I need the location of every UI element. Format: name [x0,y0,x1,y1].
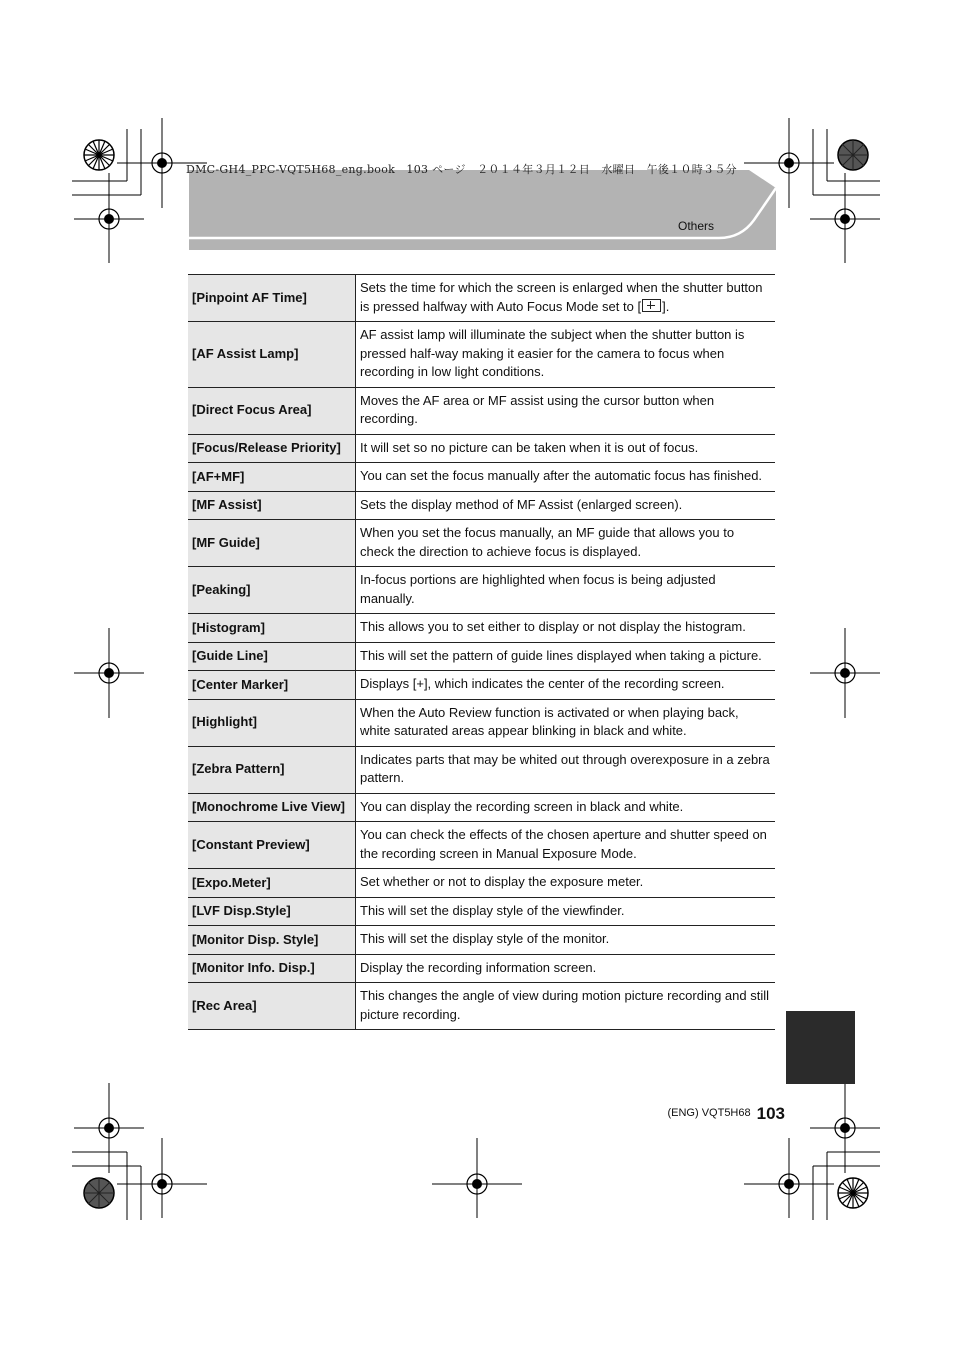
setting-name: [MF Assist] [188,491,356,520]
table-row [188,567,775,614]
table-row [188,954,775,983]
setting-name: [Pinpoint AF Time] [188,275,356,322]
table-row [188,793,775,822]
setting-name: [Focus/Release Priority] [188,434,356,463]
setting-description: This will set the pattern of guide lines displayed when taking a picture. [356,642,776,671]
setting-name: [AF+MF] [188,463,356,492]
table-row [188,746,775,793]
setting-description: Display the recording information screen. [356,954,776,983]
settings-table [188,274,775,1030]
table-row [188,671,775,700]
setting-name: [Expo.Meter] [188,869,356,898]
chapter-tab [786,1011,855,1084]
rosette-icon [82,138,116,172]
table-row [188,983,775,1030]
setting-name: [Center Marker] [188,671,356,700]
table-row [188,463,775,492]
setting-description: This changes the angle of view during motion picture recording and still picture recording. [356,983,776,1030]
table-row [188,434,775,463]
setting-description: When the Auto Review function is activated or when playing back, white saturated areas appear blinking in black and white. [356,699,776,746]
table-row [188,491,775,520]
setting-description: When you set the focus manually, an MF guide that allows you to check the direction to achieve focus is displayed. [356,520,776,567]
setting-description: In-focus portions are highlighted when focus is being adjusted manually. [356,567,776,614]
table-row [188,926,775,955]
crosshair-icon [117,1138,207,1228]
setting-name: [Peaking] [188,567,356,614]
setting-description: This allows you to set either to display or not display the histogram. [356,614,776,643]
setting-description: This will set the display style of the viewfinder. [356,897,776,926]
crosshair-icon [432,1138,522,1228]
model-code: (ENG) VQT5H68 [667,1107,751,1119]
setting-name: [Monitor Info. Disp.] [188,954,356,983]
header-band [189,170,776,250]
setting-description: Displays [+], which indicates the center of the recording screen. [356,671,776,700]
setting-name: [Guide Line] [188,642,356,671]
table-row [188,520,775,567]
crosshair-icon [64,628,154,718]
crosshair-icon [800,628,890,718]
setting-description: This will set the display style of the monitor. [356,926,776,955]
page-number: 103 [756,1104,785,1123]
table-row [188,822,775,869]
setting-description: Sets the display method of MF Assist (enlarged screen). [356,491,776,520]
setting-description: Set whether or not to display the exposure meter. [356,869,776,898]
print-info-line: DMC-GH4_PPC-VQT5H68_eng.book 103 ページ ２０１４年３月１２日 水曜日 午後１０時３５分 [186,163,737,176]
setting-name: [Direct Focus Area] [188,387,356,434]
table-row [188,642,775,671]
page-footer [667,1104,785,1124]
setting-description: Moves the AF area or MF assist using the cursor button when recording. [356,387,776,434]
table-row [188,614,775,643]
section-title: Others [677,219,714,233]
rosette-icon [836,138,870,172]
setting-description: It will set so no picture can be taken when it is out of focus. [356,434,776,463]
table-row [188,869,775,898]
setting-name: [Constant Preview] [188,822,356,869]
table-row [188,699,775,746]
setting-name: [Histogram] [188,614,356,643]
table-row [188,275,775,322]
setting-name: [MF Guide] [188,520,356,567]
setting-description: You can set the focus manually after the automatic focus has finished. [356,463,776,492]
setting-name: [Rec Area] [188,983,356,1030]
setting-description: Indicates parts that may be whited out through overexposure in a zebra pattern. [356,746,776,793]
table-row [188,897,775,926]
setting-description: You can display the recording screen in black and white. [356,793,776,822]
table-row [188,322,775,388]
setting-name: [LVF Disp.Style] [188,897,356,926]
rosette-icon [82,1176,116,1210]
setting-name: [Highlight] [188,699,356,746]
table-row [188,387,775,434]
setting-description: AF assist lamp will illuminate the subject when the shutter button is pressed half-way making it easier for the camera to focus when recording in low light conditions. [356,322,776,388]
rosette-icon [836,1176,870,1210]
setting-name: [Monitor Disp. Style] [188,926,356,955]
setting-name: [Monochrome Live View] [188,793,356,822]
pinpoint-focus-icon [642,299,661,312]
setting-description: You can check the effects of the chosen aperture and shutter speed on the recording screen in Manual Exposure Mode. [356,822,776,869]
setting-name: [AF Assist Lamp] [188,322,356,388]
setting-name: [Zebra Pattern] [188,746,356,793]
setting-description: Sets the time for which the screen is enlarged when the shutter button is pressed halfway with Auto Focus Mode set to [ ]. [356,275,776,322]
